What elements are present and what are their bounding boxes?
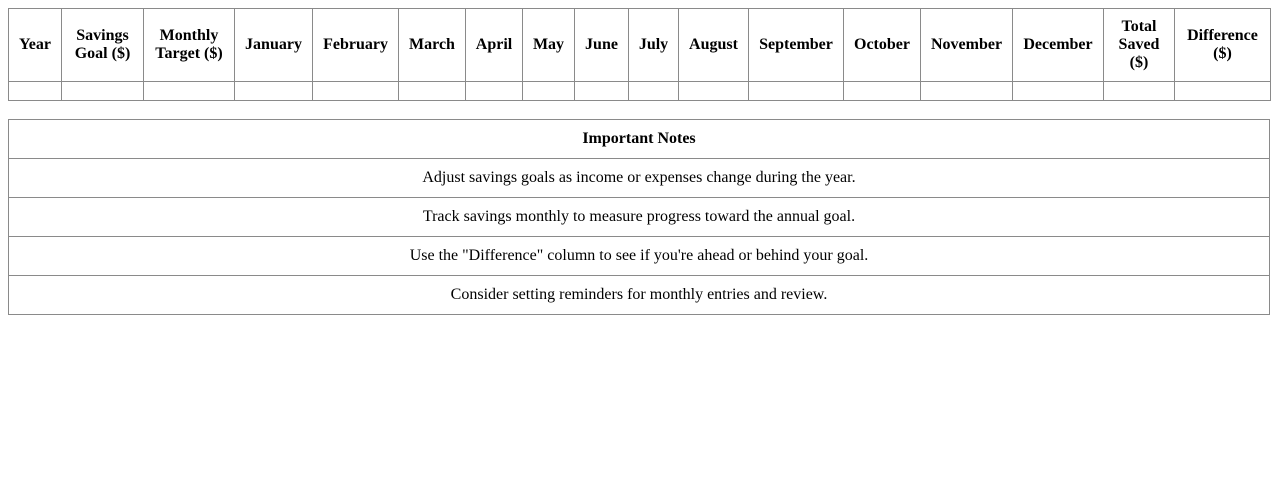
note-item: Track savings monthly to measure progress toward the annual goal. xyxy=(9,198,1270,237)
column-header-monthly-target: Monthly Target ($) xyxy=(144,9,235,82)
note-item: Consider setting reminders for monthly entries and review. xyxy=(9,276,1270,315)
cell-october[interactable] xyxy=(844,82,921,101)
cell-difference[interactable] xyxy=(1175,82,1271,101)
note-row xyxy=(9,237,1270,276)
column-header-september: September xyxy=(749,9,844,82)
cell-june[interactable] xyxy=(575,82,629,101)
note-item: Use the "Difference" column to see if you're ahead or behind your goal. xyxy=(9,237,1270,276)
cell-february[interactable] xyxy=(313,82,399,101)
column-header-january: January xyxy=(235,9,313,82)
column-header-december: December xyxy=(1013,9,1104,82)
cell-year[interactable] xyxy=(9,82,62,101)
cell-march[interactable] xyxy=(399,82,466,101)
cell-savings-goal[interactable] xyxy=(62,82,144,101)
header-row xyxy=(9,9,1271,82)
column-header-february: February xyxy=(313,9,399,82)
column-header-total-saved: Total Saved ($) xyxy=(1104,9,1175,82)
cell-january[interactable] xyxy=(235,82,313,101)
notes-header-row xyxy=(9,120,1270,159)
cell-total-saved[interactable] xyxy=(1104,82,1175,101)
column-header-august: August xyxy=(679,9,749,82)
important-notes-table xyxy=(8,119,1270,315)
cell-may[interactable] xyxy=(523,82,575,101)
cell-monthly-target[interactable] xyxy=(144,82,235,101)
table-row xyxy=(9,82,1271,101)
column-header-april: April xyxy=(466,9,523,82)
cell-april[interactable] xyxy=(466,82,523,101)
column-header-october: October xyxy=(844,9,921,82)
cell-september[interactable] xyxy=(749,82,844,101)
column-header-march: March xyxy=(399,9,466,82)
column-header-november: November xyxy=(921,9,1013,82)
note-row xyxy=(9,159,1270,198)
column-header-year: Year xyxy=(9,9,62,82)
cell-august[interactable] xyxy=(679,82,749,101)
column-header-difference: Difference ($) xyxy=(1175,9,1271,82)
page xyxy=(8,8,1270,315)
cell-november[interactable] xyxy=(921,82,1013,101)
cell-july[interactable] xyxy=(629,82,679,101)
column-header-savings-goal: Savings Goal ($) xyxy=(62,9,144,82)
savings-tracker-table xyxy=(8,8,1271,101)
notes-title: Important Notes xyxy=(9,120,1270,159)
note-item: Adjust savings goals as income or expenses change during the year. xyxy=(9,159,1270,198)
column-header-june: June xyxy=(575,9,629,82)
note-row xyxy=(9,276,1270,315)
cell-december[interactable] xyxy=(1013,82,1104,101)
column-header-july: July xyxy=(629,9,679,82)
note-row xyxy=(9,198,1270,237)
column-header-may: May xyxy=(523,9,575,82)
